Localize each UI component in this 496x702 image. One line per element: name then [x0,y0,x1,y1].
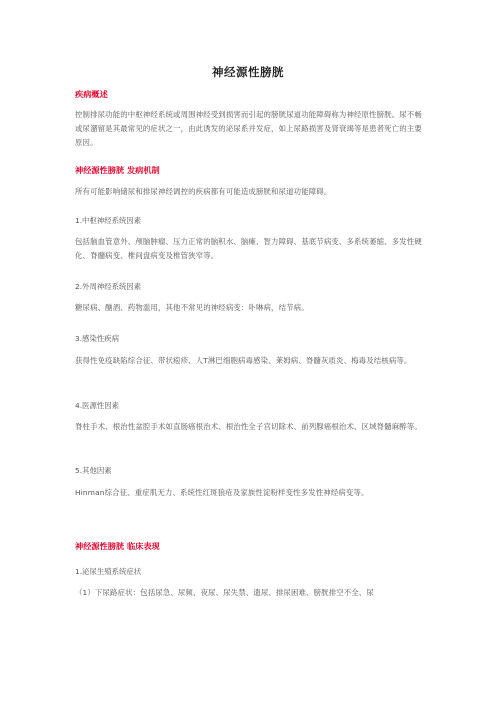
cause-heading: 神经源性膀胱 发病机制 [75,165,160,175]
item5-title: 5.其他因素 [75,466,112,475]
page-title: 神经源性膀胱 [212,65,284,79]
overview-heading: 疾病概述 [75,89,108,99]
clinical1-title: 1.泌尿生殖系统症状 [75,567,142,576]
item5-text: Hinman综合征、重症肌无力、系统性红斑狼疮及家族性淀粉样变性多发性神经病变等。 [75,488,369,497]
item1-text: 包括脑血管意外、颅脑肿瘤、压力正常的脑积水、脑瘫、智力障碍、基底节病变、多系统萎缩、多发性硬化、脊髓病变、椎间盘病变及椎管狭窄等。 [75,237,422,260]
item4-title: 4.医源性因素 [75,401,120,410]
item3-text: 获得性免疫缺陷综合征、带状疱疹、人T淋巴细胞病毒感染、莱姆病、脊髓灰质炎、梅毒及结核病等。 [75,356,412,365]
item4-text: 脊柱手术、根治性盆腔手术如直肠癌根治术、根治性全子宫切除术、前列腺癌根治术、区域脊髓麻醉等。 [75,422,422,431]
item3-title: 3.感染性疾病 [75,334,120,343]
item1-title: 1.中枢神经系统因素 [75,216,142,225]
item2-title: 2.外周神经系统因素 [75,282,142,291]
cause-intro: 所有可能影响储尿和排尿神经调控的疾病都有可能造成膀胱和尿道功能障碍。 [75,187,332,196]
clinical1-text: （1）下尿路症状：包括尿急、尿频、夜尿、尿失禁、遗尿、排尿困难、膀胱排空不全、尿 [75,588,374,597]
overview-paragraph: 控制排尿功能的中枢神经系统或周围神经受到损害而引起的膀胱尿道功能障碍称为神经原性膀胱。尿不畅或尿潴留是其最常见的症状之一，由此诱发的泌尿系并发症，如上尿路损害及肾衰竭等是患者死亡的主要原因。 [75,110,422,147]
item2-text: 糖尿病、酗酒、药物滥用，其他不常见的神经病变：卟啉病，结节病。 [75,303,309,312]
clinical-heading: 神经源性膀胱 临床表现 [75,541,160,551]
